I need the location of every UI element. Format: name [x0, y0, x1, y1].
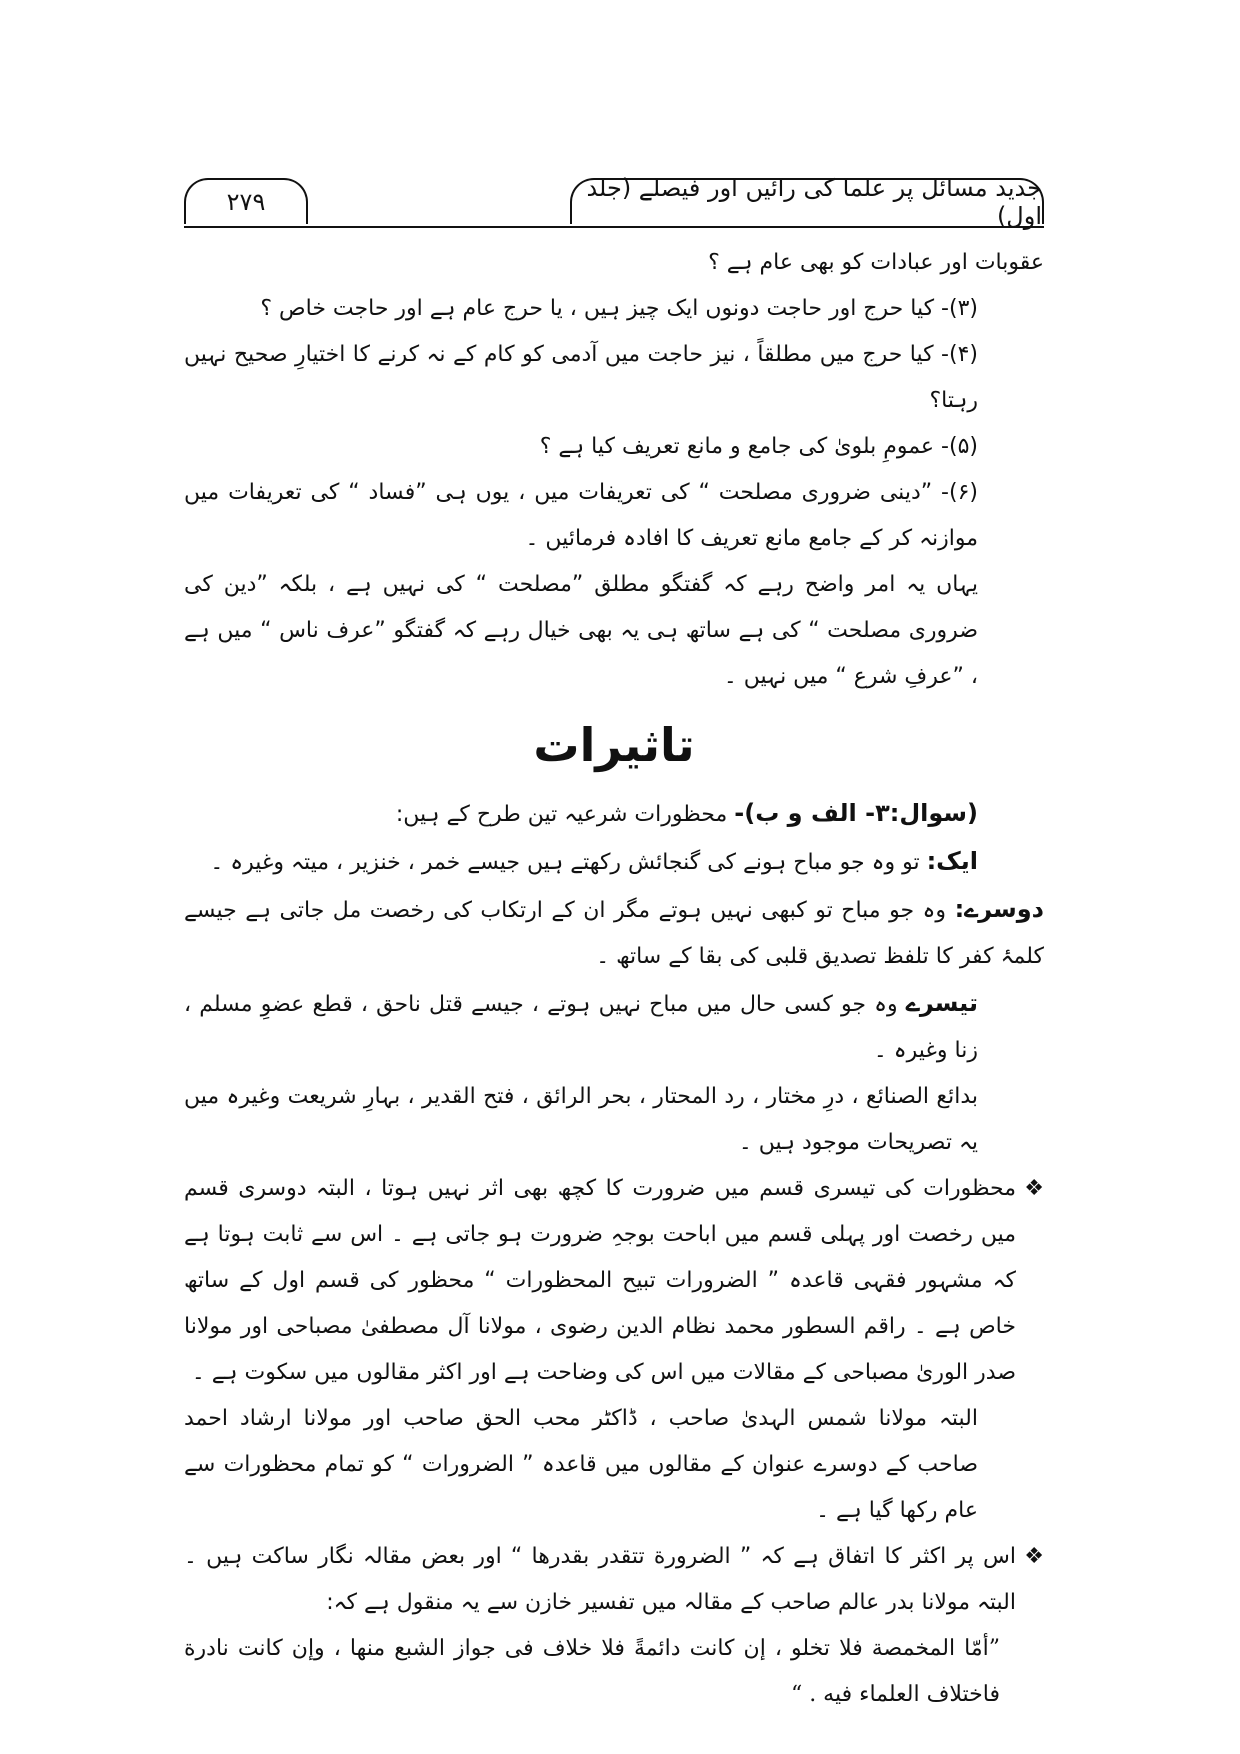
- page-number: [184, 178, 308, 224]
- question-statement: [184, 790, 1044, 838]
- question-4: (۴)- کیا حرج میں مطلقاً ، نیز حاجت میں آدمی کو کام کے نہ کرنے کا اختیارِ صحیح نہیں رہتا؟: [184, 342, 978, 413]
- question-label: (سوال:۳- الف و ب)-: [734, 799, 978, 827]
- sources-paragraph: بدائع الصنائع ، درِ مختار ، رد المحتار ، بحر الرائق ، فتح القدیر ، بہارِ شریعت وغیرہ میں یہ تصریحات موجود ہیں ۔: [184, 1084, 978, 1155]
- bullet-icon: ❖: [1024, 1544, 1044, 1569]
- second-label: دوسرے:: [954, 895, 1044, 923]
- third-label: تیسرے: [905, 989, 978, 1017]
- bullet-paragraph-2: [184, 1534, 1044, 1626]
- page-body: [184, 240, 1044, 1718]
- bullet-1-text: محظورات کی تیسری قسم میں ضرورت کا کچھ بھی اثر نہیں ہوتا ، البتہ دوسری قسم میں رخصت اور پہلی قسم میں اباحت بوجہِ ضرورت ہو جاتی ہے ۔ اس سے ثابت ہوتا ہے کہ مشہور فقہی قاعدہ ” الضرورات تبیح المحظورات “ محظور کی قسم اول کے ساتھ خاص ہے ۔ راقم السطور محمد نظام الدین رضوی ، مولانا آل مصطفیٰ مصباحی اور مولانا صدر الوریٰ مصباحی کے مقالات میں اس کی وضاحت ہے اور اکثر مقالوں میں سکوت ہے ۔: [184, 1176, 1016, 1385]
- first-text: تو وہ جو مباح ہونے کی گنجائش رکھتے ہیں جیسے خمر ، خنزیر ، میتہ وغیرہ ۔: [210, 850, 920, 875]
- page-number-text: ۲۷۹: [226, 188, 266, 216]
- question-5: (۵)- عمومِ بلویٰ کی جامع و مانع تعریف کیا ہے ؟: [539, 434, 978, 459]
- question-text: محظورات شرعیہ تین طرح کے ہیں:: [395, 802, 728, 827]
- second-text: وہ جو مباح تو کبھی نہیں ہوتے مگر ان کے ارتکاب کی رخصت مل جاتی ہے جیسے کلمۂ کفر کا تلفظ تصدیق قلبی کی بقا کے ساتھ ۔: [184, 898, 1044, 969]
- category-first: [184, 838, 1044, 886]
- section-heading: تاثیرات: [533, 718, 695, 772]
- first-label: ایک:: [926, 847, 978, 875]
- bullet-paragraph-1: [184, 1166, 1044, 1396]
- question-3: (۳)- کیا حرج اور حاجت دونوں ایک چیز ہیں ، یا حرج عام ہے اور حاجت خاص ؟: [260, 296, 978, 321]
- bullet-icon: ❖: [1024, 1176, 1044, 1201]
- running-title-text: جدید مسائل پر علما کی رائیں اور فیصلے (جلد اول): [586, 174, 1042, 230]
- category-second: [184, 886, 1044, 980]
- third-text: وہ جو کسی حال میں مباح نہیں ہوتے ، جیسے قتل ناحق ، قطع عضوِ مسلم ، زنا وغیرہ ۔: [184, 992, 978, 1063]
- albatta-paragraph: البتہ مولانا شمس الہدیٰ صاحب ، ڈاکٹر محب الحق صاحب اور مولانا ارشاد احمد صاحب کے دوسرے عنوان کے مقالوں میں قاعدہ ” الضرورات “ کو تمام محظورات سے عام رکھا گیا ہے ۔: [184, 1406, 978, 1523]
- arabic-quotation: ”أمّا المخمصة فلا تخلو ، إن كانت دائمةً فلا خلاف فى جواز الشبع منها ، وإن كانت نادرة فاختلاف العلماء فيه . “: [184, 1636, 1000, 1707]
- running-title: [570, 174, 1044, 230]
- paragraph-continuation: عقوبات اور عبادات کو بھی عام ہے ؟: [708, 250, 1044, 275]
- clarification-note: یہاں یہ امر واضح رہے کہ گفتگو مطلق ”مصلحت “ کی نہیں ہے ، بلکہ ”دین کی ضروری مصلحت “ کی ہے ساتھ ہی یہ بھی خیال رہے کہ گفتگو ”عرف ناس “ میں ہے ، ”عرفِ شرع “ میں نہیں ۔: [184, 572, 978, 689]
- bullet-2-text: اس پر اکثر کا اتفاق ہے کہ ” الضرورة تتقدر بقدرها “ اور بعض مقالہ نگار ساکت ہیں ۔ البتہ مولانا بدر عالم صاحب کے مقالہ میں تفسیر خازن سے یہ منقول ہے کہ:: [184, 1544, 1016, 1615]
- question-6: (۶)- ”دینی ضروری مصلحت “ کی تعریفات میں ، یوں ہی ”فساد “ کی تعریفات میں موازنہ کر کے جامع مانع تعریف کا افادہ فرمائیں ۔: [184, 480, 978, 551]
- page-header: [184, 174, 1044, 230]
- category-third: [184, 980, 1044, 1074]
